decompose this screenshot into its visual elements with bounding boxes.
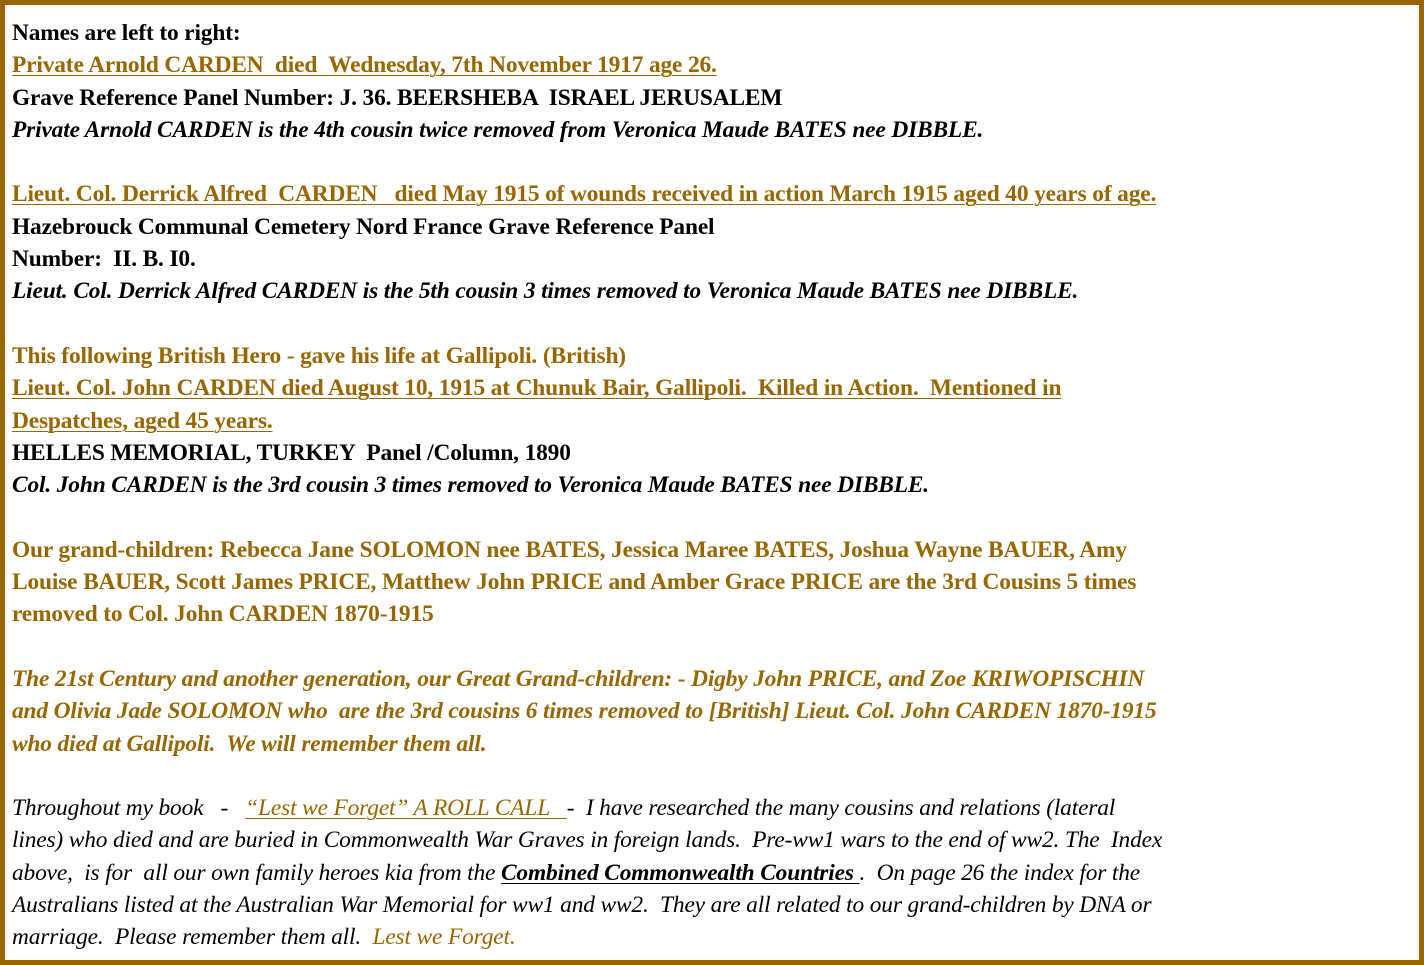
spacer (12, 146, 1413, 178)
spacer (12, 631, 1413, 663)
entry1-heading: Private Arnold CARDEN died Wednesday, 7th November 1917 age 26. (12, 52, 717, 79)
intro-heading: Names are left to right: (12, 20, 241, 46)
grandchildren-line3: removed to Col. John CARDEN 1870-1915 (12, 601, 434, 628)
entry3-intro: This following British Hero - gave his life at Gallipoli. (British) (12, 342, 626, 369)
closing-line2: lines) who died and are buried in Commonwealth War Graves in foreign lands. Pre-ww1 wars to the end of ww2. The Index (12, 827, 1163, 854)
spacer (12, 308, 1413, 340)
entry1-relation: Private Arnold CARDEN is the 4th cousin twice removed from Veronica Maude BATES nee DIBBLE. (12, 116, 984, 143)
entry2-grave-reference-line2: Number: II. B. I0. (12, 246, 196, 273)
lest-we-forget-text: Lest we Forget. (372, 924, 516, 951)
closing-line3-prefix: above, is for all our own family heroes kia from the (12, 859, 501, 886)
entry2-relation: Lieut. Col. Derrick Alfred CARDEN is the 5th cousin 3 times removed to Veronica Maude BATES nee DIBBLE. (12, 278, 1079, 305)
closing-line4: Australians listed at the Australian War Memorial for ww1 and ww2. They are all related to our grand-children by DNA or (12, 892, 1152, 919)
entry1-grave-reference: Grave Reference Panel Number: J. 36. BEERSHEBA ISRAEL JERUSALEM (12, 84, 783, 111)
closing-line1-suffix: - I have researched the many cousins and relations (lateral (566, 795, 1116, 822)
closing-line1-prefix: Throughout my book - (12, 795, 246, 822)
closing-line1 (12, 792, 1413, 824)
entry3-heading-line2: Despatches, aged 45 years. (12, 407, 273, 434)
grandchildren-line1: Our grand-children: Rebecca Jane SOLOMON nee BATES, Jessica Maree BATES, Joshua Wayne BAUER, Amy (12, 536, 1127, 563)
grandchildren-line2: Louise BAUER, Scott James PRICE, Matthew John PRICE and Amber Grace PRICE are the 3rd Cousins 5 times (12, 569, 1137, 596)
entry3-memorial: HELLES MEMORIAL, TURKEY Panel /Column, 1890 (12, 439, 571, 466)
spacer (12, 760, 1413, 792)
entry2-heading: Lieut. Col. Derrick Alfred CARDEN died May 1915 of wounds received in action March 1915 aged 40 years of age. (12, 181, 1157, 208)
closing-line5 (12, 921, 1413, 953)
closing-line5-prefix: marriage. Please remember them all. (12, 924, 373, 951)
closing-line3 (12, 857, 1413, 889)
closing-line3-suffix: . On page 26 the index for the (859, 859, 1141, 886)
great-grandchildren-line2: and Olivia Jade SOLOMON who are the 3rd cousins 6 times removed to [British] Lieut. Col. John CARDEN 1870-1915 (12, 698, 1157, 725)
entry3-relation: Col. John CARDEN is the 3rd cousin 3 times removed to Veronica Maude BATES nee DIBBLE. (12, 472, 930, 499)
book-title-link[interactable]: “Lest we Forget” A ROLL CALL (245, 795, 567, 822)
entry2-grave-reference-line1: Hazebrouck Communal Cemetery Nord France Grave Reference Panel (12, 213, 715, 240)
combined-commonwealth-countries-link[interactable]: Combined Commonwealth Countries (500, 859, 860, 886)
great-grandchildren-line3: who died at Gallipoli. We will remember them all. (12, 730, 487, 757)
entry3-heading-line1: Lieut. Col. John CARDEN died August 10, 1915 at Chunuk Bair, Gallipoli. Killed in Action. Mentioned in (12, 375, 1062, 402)
spacer (12, 501, 1413, 533)
great-grandchildren-line1: The 21st Century and another generation, our Great Grand-children: - Digby John PRICE, and Zoe KRIWOPISCHIN (12, 665, 1145, 692)
